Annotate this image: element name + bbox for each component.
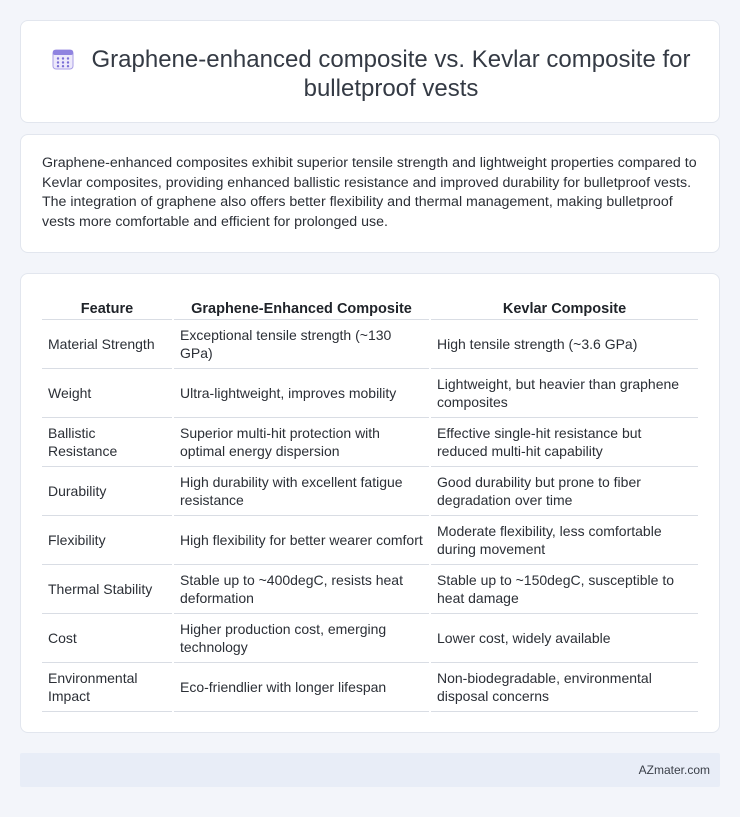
comparison-card <box>20 273 720 733</box>
table-row <box>42 662 698 711</box>
header-feature: Feature <box>42 294 173 319</box>
kevlar-cell: Lightweight, but heavier than graphene composites <box>430 368 698 417</box>
summary-card <box>20 134 720 253</box>
graphene-cell: Superior multi-hit protection with optimal energy dispersion <box>173 417 430 466</box>
table-row <box>42 319 698 368</box>
table-row <box>42 515 698 564</box>
feature-cell: Flexibility <box>42 515 173 564</box>
table-row <box>42 613 698 662</box>
feature-cell: Thermal Stability <box>42 564 173 613</box>
feature-cell: Durability <box>42 466 173 515</box>
header-graphene: Graphene-Enhanced Composite <box>173 294 430 319</box>
graphene-cell: High flexibility for better wearer comfort <box>173 515 430 564</box>
kevlar-cell: Effective single-hit resistance but reduced multi-hit capability <box>430 417 698 466</box>
graphene-cell: Eco-friendlier with longer lifespan <box>173 662 430 711</box>
kevlar-cell: Moderate flexibility, less comfortable during movement <box>430 515 698 564</box>
footer-bar <box>20 753 720 787</box>
feature-cell: Ballistic Resistance <box>42 417 173 466</box>
kevlar-cell: High tensile strength (~3.6 GPa) <box>430 319 698 368</box>
graphene-cell: Ultra-lightweight, improves mobility <box>173 368 430 417</box>
graphene-cell: High durability with excellent fatigue resistance <box>173 466 430 515</box>
table-row <box>42 417 698 466</box>
kevlar-cell: Good durability but prone to fiber degradation over time <box>430 466 698 515</box>
feature-cell: Material Strength <box>42 319 173 368</box>
graphene-cell: Higher production cost, emerging technology <box>173 613 430 662</box>
table-header-row <box>42 294 698 319</box>
feature-cell: Weight <box>42 368 173 417</box>
graphene-cell: Exceptional tensile strength (~130 GPa) <box>173 319 430 368</box>
table-row <box>42 466 698 515</box>
kevlar-cell: Lower cost, widely available <box>430 613 698 662</box>
graphene-cell: Stable up to ~400degC, resists heat deformation <box>173 564 430 613</box>
page-title: Graphene-enhanced composite vs. Kevlar composite for bulletproof vests <box>91 46 691 102</box>
feature-cell: Cost <box>42 613 173 662</box>
kevlar-cell: Non-biodegradable, environmental disposal concerns <box>430 662 698 711</box>
kevlar-cell: Stable up to ~150degC, susceptible to heat damage <box>430 564 698 613</box>
title-card <box>20 20 720 123</box>
feature-cell: Environmental Impact <box>42 662 173 711</box>
table-row <box>42 564 698 613</box>
header-kevlar: Kevlar Composite <box>430 294 698 319</box>
footer-brand-link[interactable]: AZmater.com <box>638 763 710 777</box>
summary-paragraph: Graphene-enhanced composites exhibit superior tensile strength and lightweight properties compared to Kevlar composites, providing enhanced ballistic resistance and improved durability for bulletproof vests. The integration of graphene also offers better flexibility and thermal management, making bulletproof vests more comfortable and efficient for prolonged use. <box>42 155 697 230</box>
comparison-table <box>42 294 698 712</box>
table-row <box>42 368 698 417</box>
